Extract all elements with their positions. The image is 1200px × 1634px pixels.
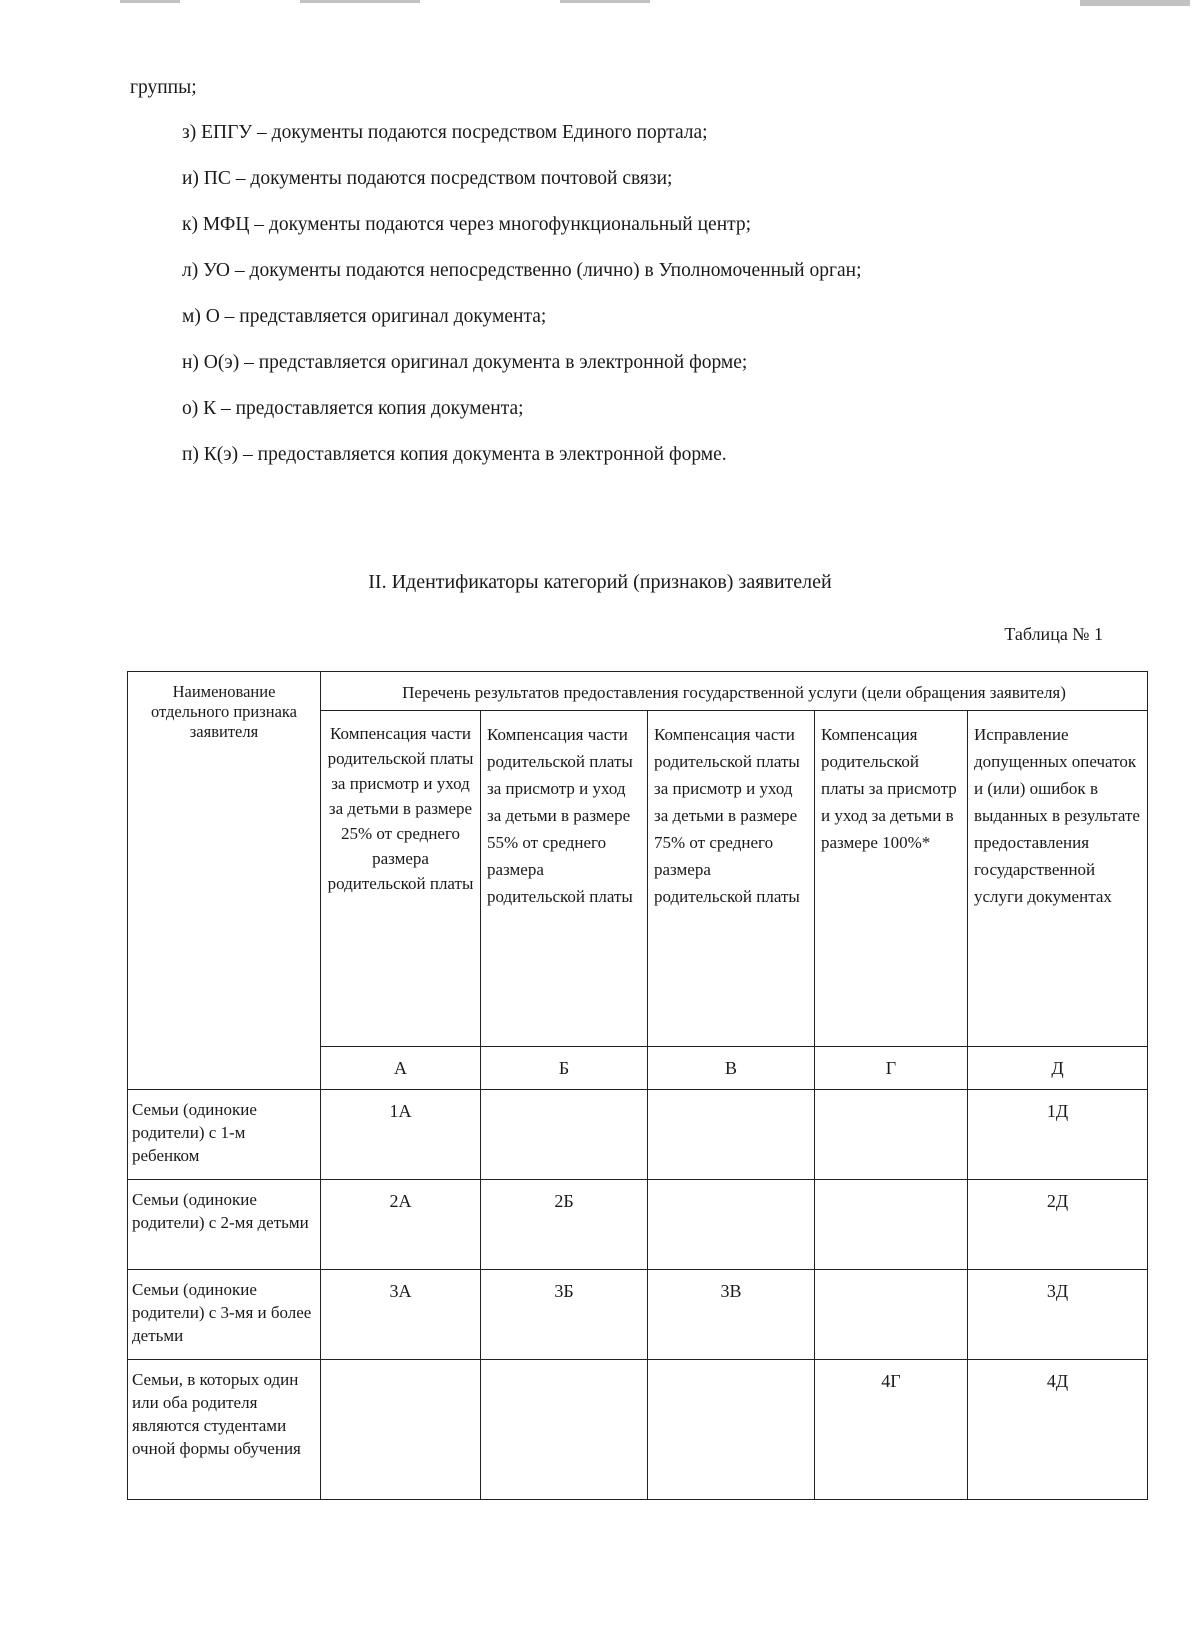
table-cell: 3Д bbox=[968, 1270, 1148, 1360]
table-cell bbox=[481, 1090, 648, 1180]
text-line: и) ПС – документы подаются посредством почтовой связи; bbox=[182, 168, 673, 189]
scan-artifact bbox=[0, 0, 1200, 10]
text-line: л) УО – документы подаются непосредственно (лично) в Уполномоченный орган; bbox=[182, 260, 862, 281]
text-line: группы; bbox=[130, 77, 197, 98]
table-cell: 3Б bbox=[481, 1270, 648, 1360]
text-line: з) ЕПГУ – документы подаются посредством Единого портала; bbox=[182, 122, 708, 143]
column-title: Исправление допущенных опечаток и (или) ошибок в выданных в результате предоставления государственной услуги документах bbox=[968, 711, 1148, 1047]
column-title: Компенсация части родительской платы за присмотр и уход за детьми в размере 75% от среднего размера родительской платы bbox=[648, 711, 815, 1047]
table-row bbox=[128, 1180, 1148, 1270]
text-line: о) К – предоставляется копия документа; bbox=[182, 398, 524, 419]
table-cell bbox=[815, 1270, 968, 1360]
table-cell: 4Д bbox=[968, 1360, 1148, 1500]
table-cell: 1Д bbox=[968, 1090, 1148, 1180]
column-letter: Д bbox=[968, 1047, 1148, 1090]
row-label: Семьи (одинокие родители) с 2-мя детьми bbox=[128, 1180, 321, 1270]
section-title: II. Идентификаторы категорий (признаков) заявителей bbox=[368, 571, 832, 593]
column-letter: Г bbox=[815, 1047, 968, 1090]
table-cell: 2Д bbox=[968, 1180, 1148, 1270]
table-cell bbox=[481, 1360, 648, 1500]
table-cell bbox=[815, 1180, 968, 1270]
column-letter: А bbox=[321, 1047, 481, 1090]
table-header-row bbox=[128, 672, 1148, 711]
column-letter: Б bbox=[481, 1047, 648, 1090]
header-applicant-attribute: Наименование отдельного признака заявителя bbox=[128, 672, 321, 1090]
row-label: Семьи (одинокие родители) с 1-м ребенком bbox=[128, 1090, 321, 1180]
table-cell bbox=[815, 1090, 968, 1180]
table-cell: 3В bbox=[648, 1270, 815, 1360]
table-cell bbox=[321, 1360, 481, 1500]
table-row bbox=[128, 1270, 1148, 1360]
table-row bbox=[128, 1090, 1148, 1180]
row-label: Семьи (одинокие родители) с 3-мя и более детьми bbox=[128, 1270, 321, 1360]
table-cell bbox=[648, 1180, 815, 1270]
table-cell: 3А bbox=[321, 1270, 481, 1360]
column-title: Компенсация родительской платы за присмотр и уход за детьми в размере 100%* bbox=[815, 711, 968, 1047]
table-cell bbox=[648, 1360, 815, 1500]
text-line: п) К(э) – предоставляется копия документа в электронной форме. bbox=[182, 444, 727, 465]
text-line: к) МФЦ – документы подаются через многофункциональный центр; bbox=[182, 214, 752, 235]
table-cell: 4Г bbox=[815, 1360, 968, 1500]
table-cell bbox=[648, 1090, 815, 1180]
table-cell: 2Б bbox=[481, 1180, 648, 1270]
column-title: Компенсация части родительской платы за присмотр и уход за детьми в размере 55% от среднего размера родительской платы bbox=[481, 711, 648, 1047]
column-title: Компенсация части родительской платы за присмотр и уход за детьми в размере 25% от среднего размера родительской платы bbox=[321, 711, 481, 1047]
text-line: н) О(э) – представляется оригинал документа в электронной форме; bbox=[182, 352, 748, 373]
text-line: м) О – представляется оригинал документа; bbox=[182, 306, 547, 327]
table-cell: 1А bbox=[321, 1090, 481, 1180]
header-results-list: Перечень результатов предоставления государственной услуги (цели обращения заявителя) bbox=[321, 672, 1148, 711]
table-row bbox=[128, 1360, 1148, 1500]
table-label: Таблица № 1 bbox=[1004, 624, 1103, 644]
column-letter: В bbox=[648, 1047, 815, 1090]
identifiers-table bbox=[127, 671, 1148, 1500]
table-cell: 2А bbox=[321, 1180, 481, 1270]
row-label: Семьи, в которых один или оба родителя являются студентами очной формы обучения bbox=[128, 1360, 321, 1500]
